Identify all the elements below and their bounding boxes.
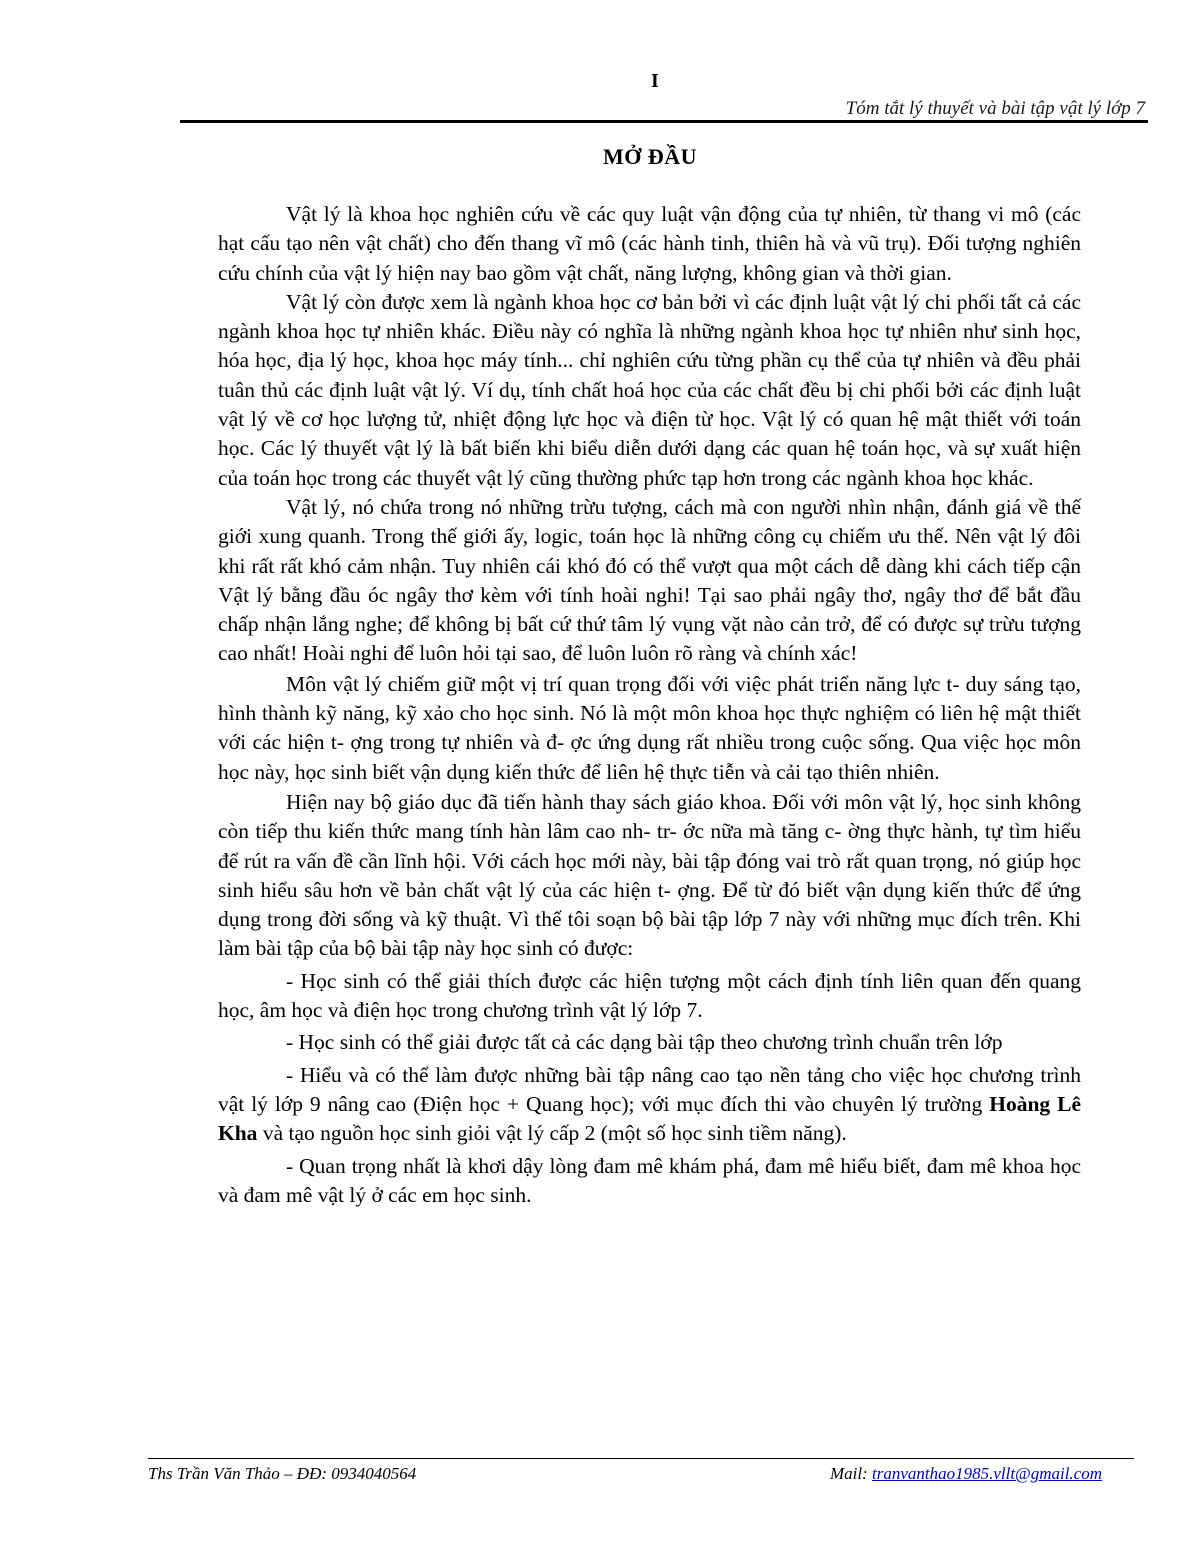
footer-rule — [148, 1458, 1134, 1459]
paragraph: Vật lý là khoa học nghiên cứu về các quy luật vận động của tự nhiên, từ thang vi mô (các hạt cấu tạo nên vật chất) cho đến thang vĩ mô (các hành tinh, thiên hà và vũ trụ). Đối tượng nghiên cứu chính của vật lý hiện nay bao gồm vật chất, năng lượng, không gian và thời gian. — [218, 202, 1081, 285]
school-name: Hoàng Lê Kha — [218, 1091, 1081, 1146]
document-title: MỞ ĐẦU — [602, 144, 698, 169]
footer-mail — [830, 1464, 1102, 1484]
mail-label: Mail: — [829, 1464, 872, 1483]
footer-author: Ths Trần Văn Thảo – ĐĐ: 0934040564 — [148, 1464, 417, 1483]
bullet-text: và tạo nguồn học sinh giỏi vật lý cấp 2 (một số học sinh tiềm năng). — [257, 1121, 847, 1146]
header-rule — [180, 120, 1148, 123]
paragraph: Vật lý còn được xem là ngành khoa học cơ bản bởi vì các định luật vật lý chi phối tất cả các ngành khoa học tự nhiên khác. Điều này có nghĩa là những ngành khoa học tự nhiên như sinh học, hóa học, địa lý học, khoa học máy tính... chỉ nghiên cứu từng phần cụ thể của tự nhiên và đều phải tuân thủ các định luật vật lý. Ví dụ, tính chất hoá học của các chất đều bị chi phối bởi các định luật vật lý về cơ học lượng tử, nhiệt động lực học và điện từ học. Vật lý có quan hệ mật thiết với toán học. Các lý thuyết vật lý là bất biến khi biểu diễn dưới dạng các quan hệ toán học, và sự xuất hiện của toán học trong các thuyết vật lý cũng thường phức tạp hơn trong các ngành khoa học khác. — [218, 289, 1081, 490]
paragraph: Hiện nay bộ giáo dục đã tiến hành thay sách giáo khoa. Đối với môn vật lý, học sinh không còn tiếp thu kiến thức mang tính hàn lâm cao nh- tr- ớc nữa mà tăng c- ờng thực hành, tự tìm hiểu để rút ra vấn đề cần lĩnh hội. Với cách học mới này, bài tập đóng vai trò rất quan trọng, nó giúp học sinh hiểu sâu hơn về bản chất vật lý của các hiện t- ợng. Để từ đó biết vận dụng kiến thức để ứng dụng trong đời sống và kỹ thuật. Vì thế tôi soạn bộ bài tập lớp 7 này với những mục đích trên. Khi làm bài tập của bộ bài tập này học sinh có được: — [218, 789, 1081, 961]
bullet-item: - Học sinh có thể giải thích được các hiện tượng một cách định tính liên quan đến quang học, âm học và điện học trong chương trình vật lý lớp 7. — [218, 968, 1081, 1023]
paragraph: Môn vật lý chiếm giữ một vị trí quan trọng đối với việc phát triển năng lực t- duy sáng tạo, hình thành kỹ năng, kỹ xảo cho học sinh. Nó là một môn khoa học thực nghiệm có liên hệ mật thiết với các hiện t- ợng trong tự nhiên và đ- ợc ứng dụng rất nhiều trong cuộc sống. Qua việc học môn học này, học sinh biết vận dụng kiến thức để liên hệ thực tiễn và cải tạo thiên nhiên. — [218, 671, 1081, 784]
body-text — [218, 200, 1081, 1210]
page-number: I — [651, 70, 659, 92]
paragraph: Vật lý, nó chứa trong nó những trừu tượng, cách mà con người nhìn nhận, đánh giá về thế giới xung quanh. Trong thế giới ấy, logic, toán học là những công cụ chiếm ưu thế. Nên vật lý đôi khi rất rất khó cảm nhận. Tuy nhiên cái khó đó có thể vượt qua một cách dễ dàng khi cách tiếp cận Vật lý bằng đầu óc ngây thơ kèm với tính hoài nghi! Tại sao phải ngây thơ, ngây thơ để bắt đầu chấp nhận lắng nghe; để không bị bất cứ thứ tâm lý vụng vặt nào cản trở, để có được sự trừu tượng cao nhất! Hoài nghi để luôn hỏi tại sao, để luôn luôn rõ ràng và chính xác! — [218, 494, 1081, 666]
bullet-item: - Học sinh có thể giải được tất cả các dạng bài tập theo chương trình chuẩn trên lớp — [286, 1030, 1003, 1055]
bullet-item — [218, 1061, 1081, 1149]
bullet-item: - Quan trọng nhất là khơi dậy lòng đam mê khám phá, đam mê hiểu biết, đam mê khoa học và đam mê vật lý ở các em học sinh. — [218, 1153, 1081, 1207]
bullet-text: - Hiểu và có thể làm được những bài tập nâng cao tạo nền tảng cho việc học chương trình vật lý lớp 9 nâng cao (Điện học + Quang học); với mục đích thi vào chuyên lý trường — [218, 1062, 1081, 1116]
header-title: Tóm tắt lý thuyết và bài tập vật lý lớp 7 — [845, 98, 1145, 119]
email-link[interactable]: tranvanthao1985.vllt@gmail.com — [871, 1464, 1102, 1483]
